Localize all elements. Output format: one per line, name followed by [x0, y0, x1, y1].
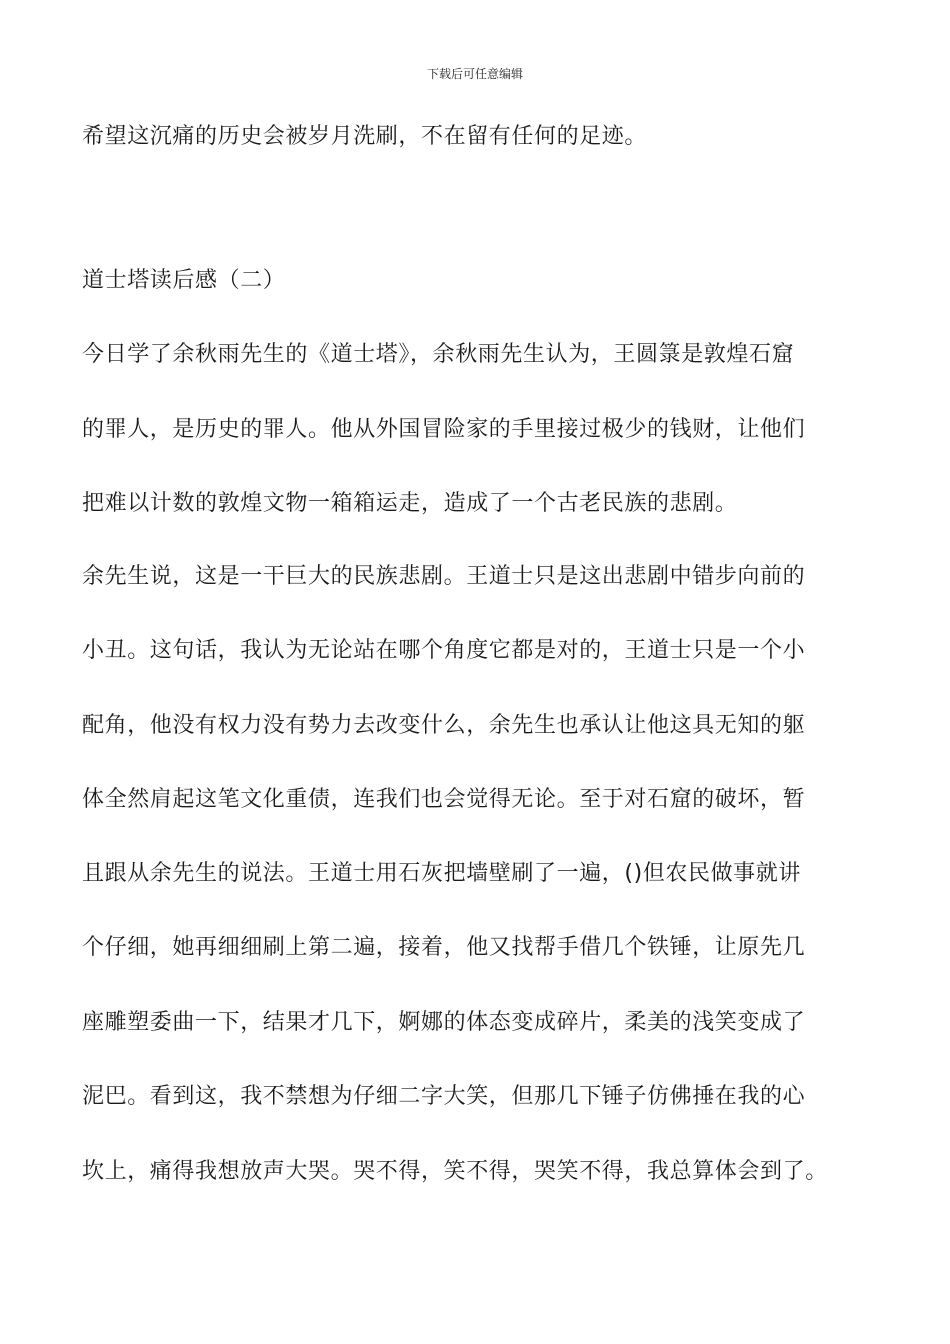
- text-line: 配角，他没有权力没有势力去改变什么，余先生也承认让他这具无知的躯: [82, 713, 806, 738]
- text-line: 泥巴。看到这，我不禁想为仔细二字大笑，但那几下锤子仿佛捶在我的心: [82, 1084, 806, 1109]
- text-line: 的罪人，是历史的罪人。他从外国冒险家的手里接过极少的钱财，让他们: [82, 417, 806, 442]
- text-line: 座雕塑委曲一下，结果才几下，婀娜的体态变成碎片，柔美的浅笑变成了: [82, 1010, 806, 1035]
- page-header: 下载后可任意编辑: [426, 67, 523, 81]
- text-line: 体全然肩起这笔文化重债，连我们也会觉得无论。至于对石窟的破坏，暂: [82, 787, 806, 812]
- text-line: 且跟从余先生的说法。王道士用石灰把墙壁刷了一遍，()但农民做事就讲: [82, 861, 801, 886]
- text-line: 个仔细，她再细细刷上第二遍，接着，他又找帮手借几个铁锤，让原先几: [82, 935, 806, 960]
- text-line: 把难以计数的敦煌文物一箱箱运走，造成了一个古老民族的悲剧。: [82, 491, 738, 516]
- text-line: 坎上，痛得我想放声大哭。哭不得，笑不得，哭笑不得，我总算体会到了。: [82, 1159, 828, 1184]
- section-heading: 道士塔读后感（二）: [82, 268, 286, 293]
- text-line: 余先生说，这是一干巨大的民族悲剧。王道士只是这出悲剧中错步向前的: [82, 564, 806, 589]
- text-line: 今日学了余秋雨先生的《道士塔》，余秋雨先生认为，王圆箓是敦煌石窟: [82, 342, 795, 367]
- text-line: 小丑。这句话，我认为无论站在哪个角度它都是对的，王道士只是一个小: [82, 638, 806, 663]
- text-line: 希望这沉痛的历史会被岁月洗刷，不在留有任何的足迹。: [82, 124, 648, 149]
